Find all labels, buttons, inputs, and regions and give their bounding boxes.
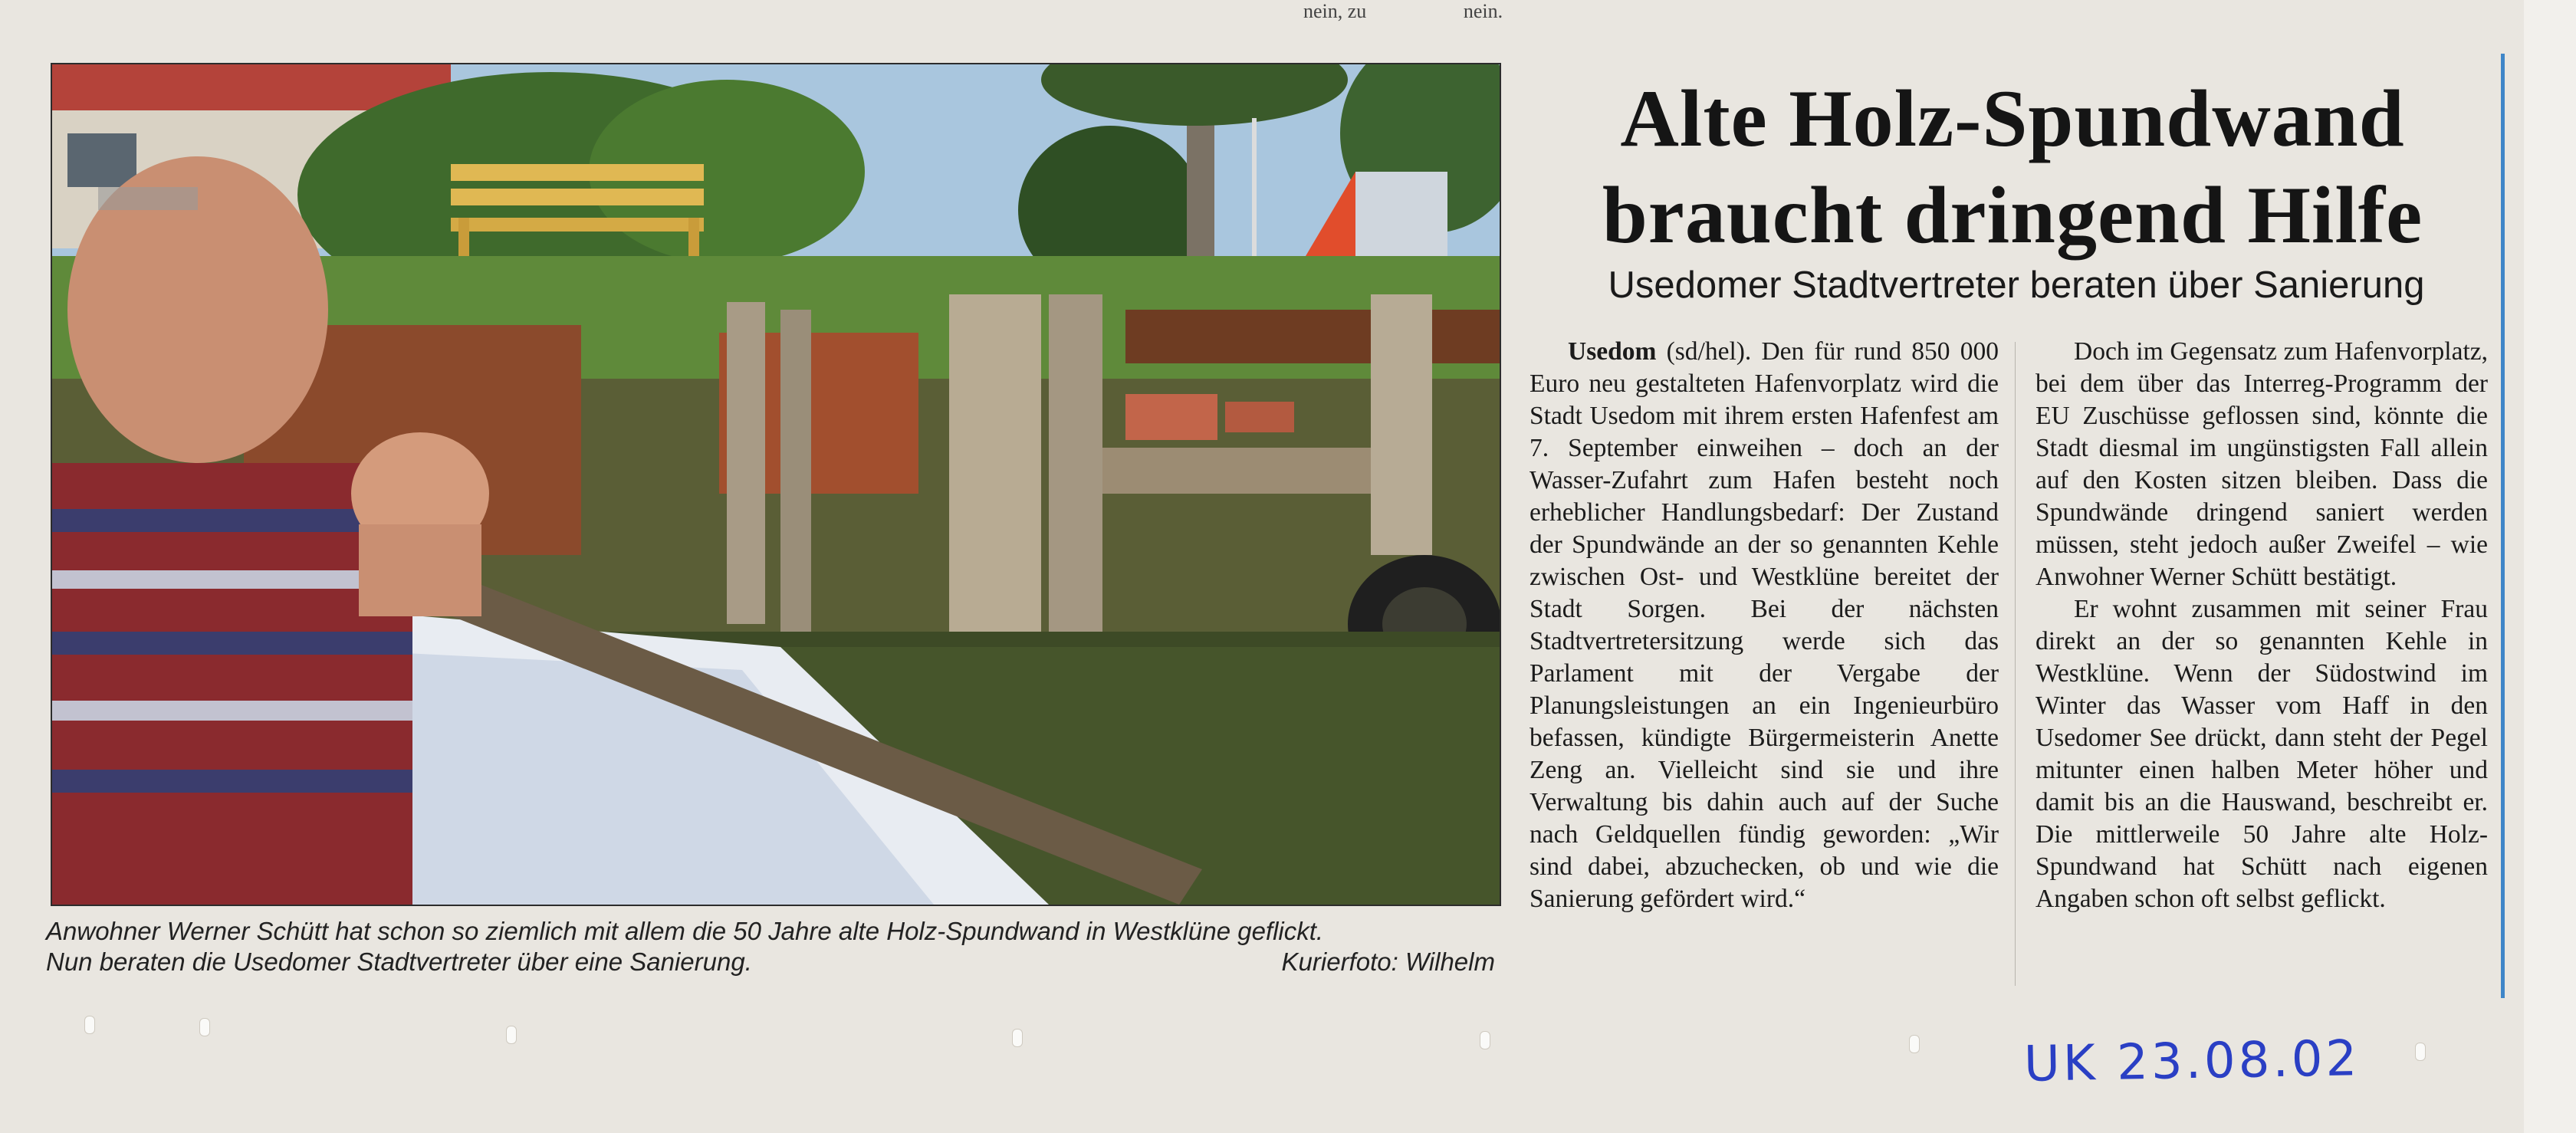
staple-mark	[506, 1026, 517, 1044]
margin-blue-line	[2501, 54, 2505, 998]
headline-line-2: braucht dringend Hilfe	[1602, 170, 2423, 260]
article-paragraph: Er wohnt zusammen mit seiner Frau direkt an der so genannten Kehle in Westklüne. Wenn der Südostwind im Winter das Wasser vom Haff in den Usedomer See drückt, dann steht der Pegel mitunter einen halben Meter höher und damit bis an die Hauswand, beschreibt er. Die mittlerweile 50 Jahre alte Holz-Spundwand hat Schütt nach eigenen Angaben schon oft selbst geflickt.	[2036, 595, 2488, 913]
staple-mark	[1909, 1035, 1920, 1053]
caption-line-2: Nun beraten die Usedomer Stadtvertreter über eine Sanierung.	[46, 947, 752, 976]
staple-mark	[84, 1016, 95, 1034]
headline-line-1: Alte Holz-Spundwand	[1620, 74, 2405, 163]
staple-mark	[1480, 1031, 1490, 1049]
dateline: Usedom	[1568, 337, 1657, 366]
photo-harbor-boat-icon	[52, 64, 1500, 905]
article-column-1	[1530, 336, 1999, 915]
subheadline: Usedomer Stadtvertreter beraten über Sanierung	[1608, 264, 2425, 306]
cut-off-text-strip	[1303, 0, 1595, 23]
caption-line-1: Anwohner Werner Schütt hat schon so ziemlich mit allem die 50 Jahre alte Holz-Spundwand in Westklüne geflickt.	[46, 917, 1324, 945]
staple-mark	[1012, 1029, 1023, 1047]
article-paragraph: Doch im Gegensatz zum Hafenvorplatz, bei dem über das Interreg-Programm der EU Zuschüsse geflossen sind, könnte die Stadt diesmal im ungünstigsten Fall allein auf den Kosten sitzen bleiben. Dass die Spundwände dringend saniert werden müssen, steht jedoch außer Zweifel – wie Anwohner Werner Schütt bestätigt.	[2036, 337, 2488, 591]
article-paragraph	[1530, 336, 1999, 915]
cut-text-2: nein.	[1463, 0, 1503, 22]
staple-mark	[199, 1018, 210, 1036]
photo-caption	[46, 916, 1495, 977]
column-divider	[2015, 342, 2016, 986]
staple-mark	[2415, 1043, 2426, 1061]
cut-text-1: nein, zu	[1303, 0, 1367, 22]
article-text: (sd/hel). Den für rund 850 000 Euro neu gestalteten Hafenvorplatz wird die Stadt Usedom mit ihrem ersten Hafenfest am 7. September einweihen – doch an der Wasser-Zufahrt zum Hafen besteht noch erheblicher Handlungsbedarf: Der Zustand der Spundwände an der so genannten Kehle zwischen Ost- und Westklüne bereitet der Stadt Sorgen. Bei der nächsten Stadtvertretersitzung werde sich das Parlament mit der Vergabe der Planungsleistungen an ein Ingenieurbüro befassen, kündigte Bürgermeisterin Anette Zeng an. Vielleicht sind sie und ihre Verwaltung bis dahin auch auf der Suche nach Geldquellen fündig geworden: „Wir sind dabei, abzuchecken, ob und wie die Sanierung gefördert wird.“	[1530, 337, 1999, 913]
article-photo	[51, 63, 1501, 906]
headline	[1530, 71, 2496, 264]
article-column-2	[2036, 336, 2488, 915]
photo-credit: Kurierfoto: Wilhelm	[1281, 947, 1495, 976]
handwritten-date-note: UK 23.08.02	[2023, 1030, 2361, 1093]
